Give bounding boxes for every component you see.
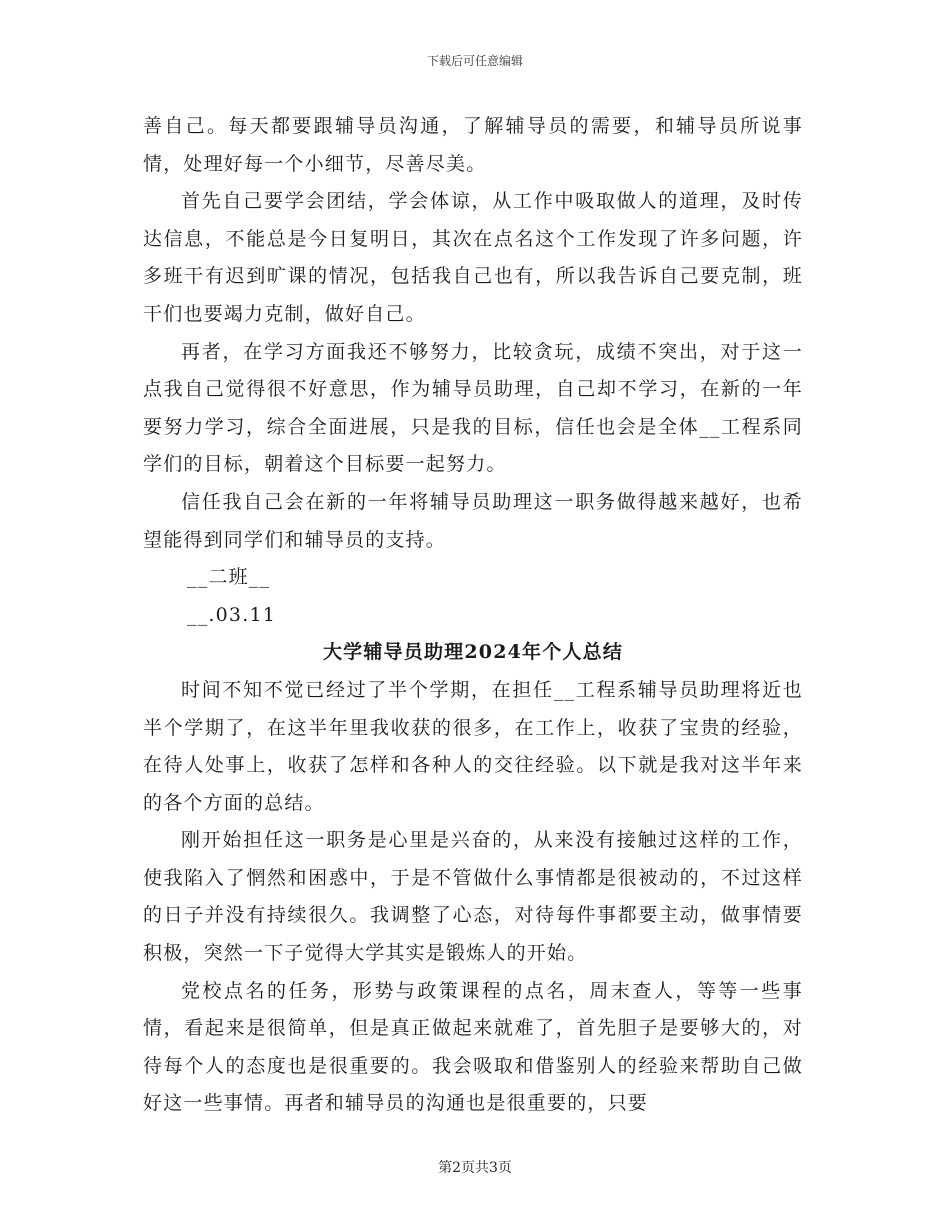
signature-date: __.03.11 bbox=[187, 603, 277, 626]
section-title: 大学辅导员助理2024年个人总结 bbox=[322, 641, 624, 664]
document-body bbox=[143, 108, 803, 1123]
paragraph: 刚开始担任这一职务是心里是兴奋的，从来没有接触过这样的工作，使我陷入了惘然和困惑中，于是不管做什么事情都是很被动的，不过这样的日子并没有持续很久。我调整了心态，对待每件事都要主动，做事情要积极，突然一下子觉得大学其实是锻炼人的开始。 bbox=[143, 829, 803, 965]
paragraph: 时间不知不觉已经过了半个学期，在担任__工程系辅导员助理将近也半个学期了，在这半年里我收获的很多，在工作上，收获了宝贵的经验，在待人处事上，收获了怎样和各种人的交往经验。以下就是我对这半年来的各个方面的总结。 bbox=[143, 678, 803, 814]
paragraph: 党校点名的任务，形势与政策课程的点名，周末查人，等等一些事情，看起来是很简单，但是真正做起来就难了，首先胆子是要够大的，对待每个人的态度也是很重要的。我会吸取和借鉴别人的经验来帮助自己做好这一些事情。再者和辅导员的沟通也是很重要的，只要 bbox=[143, 979, 803, 1115]
paragraph: 信任我自己会在新的一年将辅导员助理这一职务做得越来越好，也希望能得到同学们和辅导员的支持。 bbox=[143, 490, 803, 551]
page-header: 下载后可任意编辑 bbox=[426, 54, 523, 68]
paragraph: 善自己。每天都要跟辅导员沟通，了解辅导员的需要，和辅导员所说事情，处理好每一个小细节，尽善尽美。 bbox=[143, 115, 803, 175]
paragraph: 再者，在学习方面我还不够努力，比较贪玩，成绩不突出，对于这一点我自己觉得很不好意思，作为辅导员助理，自己却不学习，在新的一年要努力学习，综合全面进展，只是我的目标，信任也会是全体__工程系同学们的目标，朝着这个目标要一起努力。 bbox=[143, 340, 803, 476]
paragraph: 首先自己要学会团结，学会体谅，从工作中吸取做人的道理，及时传达信息，不能总是今日复明日，其次在点名这个工作发现了许多问题，许多班干有迟到旷课的情况，包括我自己也有，所以我告诉自己要克制，班干们也要竭力克制，做好自己。 bbox=[143, 190, 803, 325]
page-footer: 第2页共3页 bbox=[438, 1160, 512, 1176]
signature-class: __二班__ bbox=[187, 566, 271, 589]
